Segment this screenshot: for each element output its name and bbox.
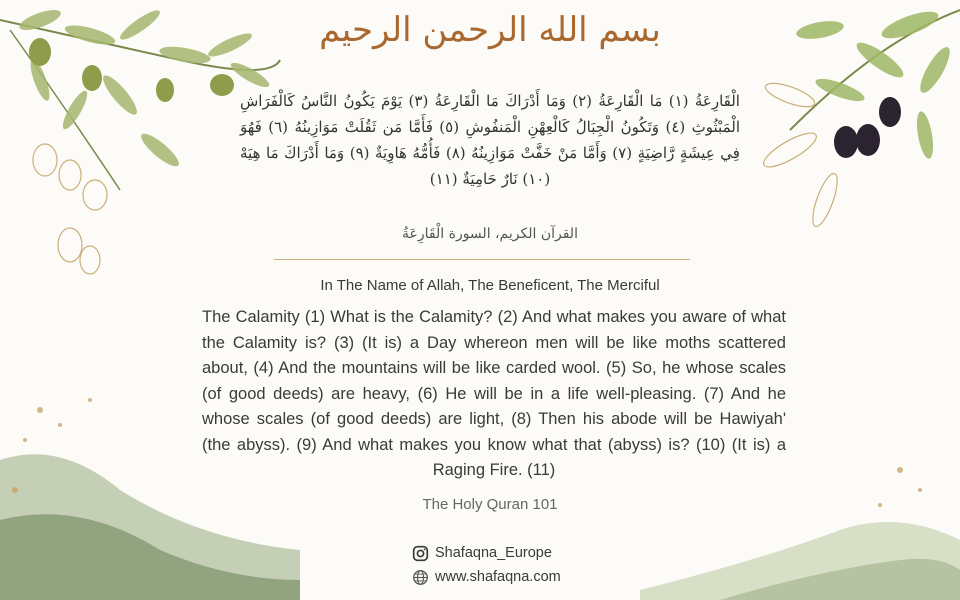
arabic-citation: القرآن الكريم، السورة الْقَارِعَةُ [402,226,578,242]
website-link[interactable] [412,565,561,589]
globe-icon [412,569,429,586]
instagram-handle: Shafaqna_Europe [435,545,552,561]
english-translation: The Calamity (1) What is the Calamity? (2) And what makes you aware of what the Calamity is? (3) (It is) a Day whereon men will be like moths scattered about, (4) And the mountains will be like carded wool. (5) So, he whose scales (of good deeds) are heavy, (6) He will be in a life well-pleasing. (7) And he whose scales (of good deeds) are light, (8) Then his abode will be Hawiyah' (the abyss). (9) And what makes you know what that (abyss) is? (10) (It is) a Raging Fire. (11) [202,308,786,479]
quran-verse-card [190,0,790,600]
english-citation: The Holy Quran 101 [422,496,558,513]
instagram-icon [412,545,429,562]
instagram-link[interactable] [412,541,561,565]
divider [274,259,690,260]
english-title: In The Name of Allah, The Beneficent, The Merciful [320,277,660,294]
social-links [412,541,561,589]
basmala-calligraphy: بسم الله الرحمن الرحيم [319,10,661,50]
arabic-verses: الْقَارِعَةُ (١) مَا الْقَارِعَةُ (٢) وَمَا أَدْرَاكَ مَا الْقَارِعَةُ (٣) يَوْمَ يَكُونُ النَّاسُ كَالْفَرَاشِ الْمَبْثُوثِ (٤) وَتَكُونُ الْجِبَالُ كَالْعِهْنِ الْمَنفُوشِ (٥) فَأَمَّا مَن ثَقُلَتْ مَوَازِينُهُ (٦) فَهُوَ فِي عِيشَةٍ رَّاضِيَةٍ (٧) وَأَمَّا مَنْ خَفَّتْ مَوَازِينُهُ (٨) فَأُمُّهُ هَاوِيَةٌ (٩) وَمَا أَدْرَاكَ مَا هِيَهْ (١٠) نَارٌ حَامِيَةٌ (١١) [240,92,740,188]
website-url: www.shafaqna.com [435,569,561,585]
